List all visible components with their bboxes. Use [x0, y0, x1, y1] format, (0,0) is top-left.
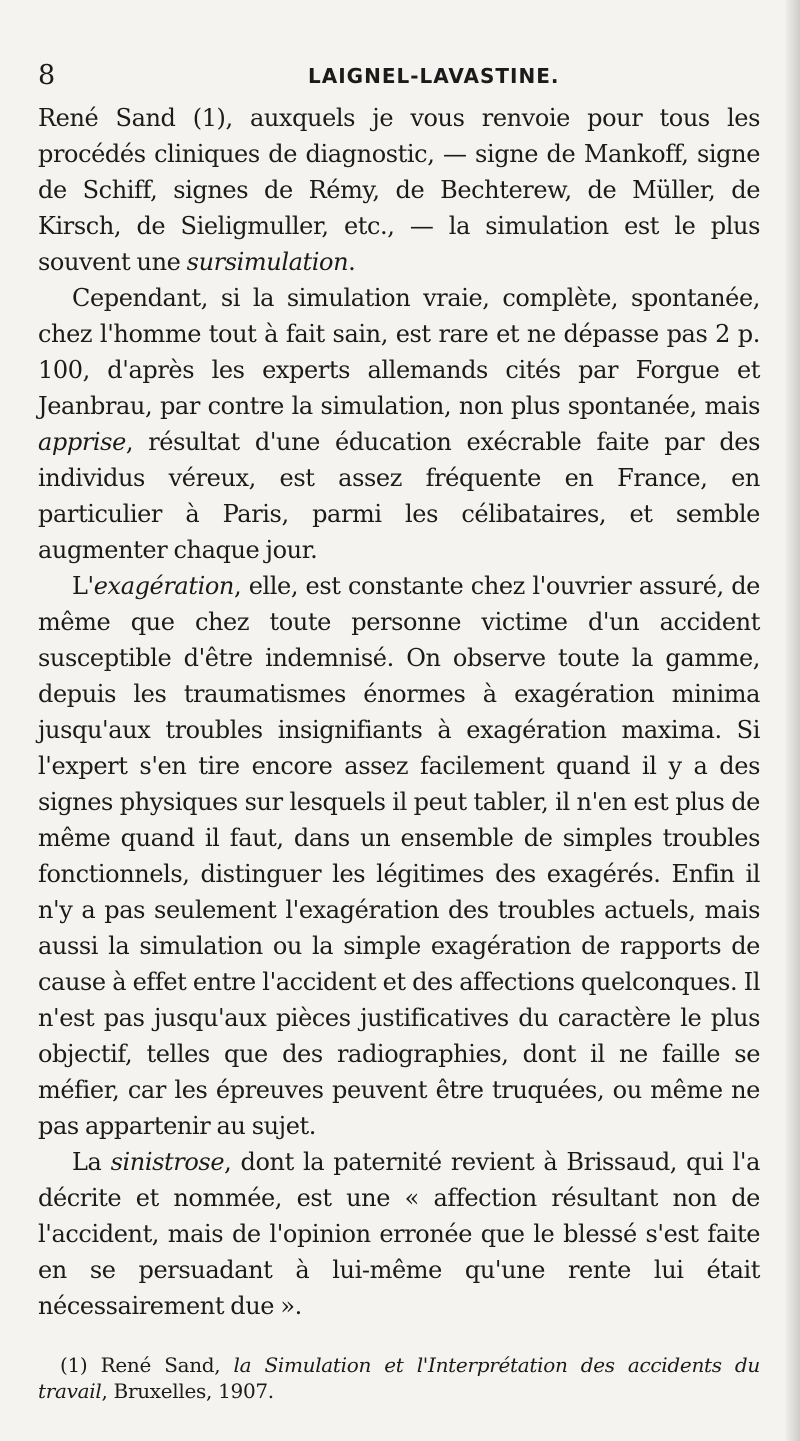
italic-term: apprise — [38, 428, 126, 456]
footnotes — [38, 1352, 760, 1404]
paragraph-text: , elle, est constante chez l'ouvrier assuré, de même que chez toute personne victime d'un accident susceptible d'être indemnisé. On observe toute la gamme, depuis les traumatismes énormes à exagération minima jusqu'aux troubles insignifiants à exagération maxima. Si l'expert s'en tire encore assez facilement quand il y a des signes physiques sur lesquels il peut tabler, il n'en est plus de même quand il faut, dans un ensemble de simples troubles fonctionnels, distinguer les légitimes des exagérés. Enfin il n'y a pas seulement l'exagération des troubles actuels, mais aussi la simulation ou la simple exagération de rapports de cause à effet entre l'accident et des affections quelconques. Il n'est pas jusqu'aux pièces justificatives du caractère le plus objectif, telles que des radiographies, dont il ne faille se méfier, car les épreuves peuvent être truquées, ou même ne pas appartenir au sujet. — [38, 572, 760, 1140]
italic-term: sursimulation — [186, 248, 349, 276]
paragraph-text: . — [348, 248, 356, 276]
italic-term: exagération — [93, 572, 234, 600]
footnote-title: la Simulation et l'Interprétation des accidents du travail — [38, 1353, 760, 1403]
paragraph-simulation — [38, 280, 760, 568]
paragraph-text: Cependant, si la simulation vraie, complète, spontanée, chez l'homme tout à fait sain, est rare et ne dépasse pas 2 p. 100, d'après les experts allemands cités par Forgue et Jeanbrau, par contre la simulation, non plus spontanée, mais — [38, 284, 760, 420]
paragraph-exaggeration — [38, 568, 760, 1144]
footnote-1 — [38, 1352, 760, 1404]
page-header — [38, 56, 758, 96]
body-text — [38, 100, 760, 1324]
footnote-text: , Bruxelles, 1907. — [101, 1379, 274, 1403]
paragraph-text: , dont la paternité revient à Brissaud, qui l'a décrite et nommée, est une « affection résultant non de l'accident, mais de l'opinion erronée que le blessé s'est faite en se persuadant à lui-même qu'une rente lui était nécessairement due ». — [38, 1148, 760, 1320]
page-number: 8 — [38, 60, 56, 91]
italic-term: sinistrose — [110, 1148, 225, 1176]
paragraph-text: René Sand (1), auxquels je vous renvoie pour tous les procédés cliniques de diagnostic, — signe de Mankoff, signe de Schiff, signes de Rémy, de Bechterew, de Müller, de Kirsch, de Sieligmuller, etc., — la simulation est le plus souvent une — [38, 104, 760, 276]
paragraph-text: , résultat d'une éducation exécrable faite par des individus véreux, est assez fréquente en France, en particulier à Paris, parmi les célibataires, et semble augmenter chaque jour. — [38, 428, 760, 564]
page-edge-shadow — [786, 0, 800, 1441]
footnote-text: (1) René Sand, — [60, 1353, 234, 1377]
paragraph-text: La — [72, 1148, 111, 1176]
paragraph-text: L' — [72, 572, 94, 600]
running-head: LAIGNEL-LAVASTINE. — [308, 64, 560, 88]
paragraph-continued — [38, 100, 760, 280]
paragraph-sinistrose — [38, 1144, 760, 1324]
